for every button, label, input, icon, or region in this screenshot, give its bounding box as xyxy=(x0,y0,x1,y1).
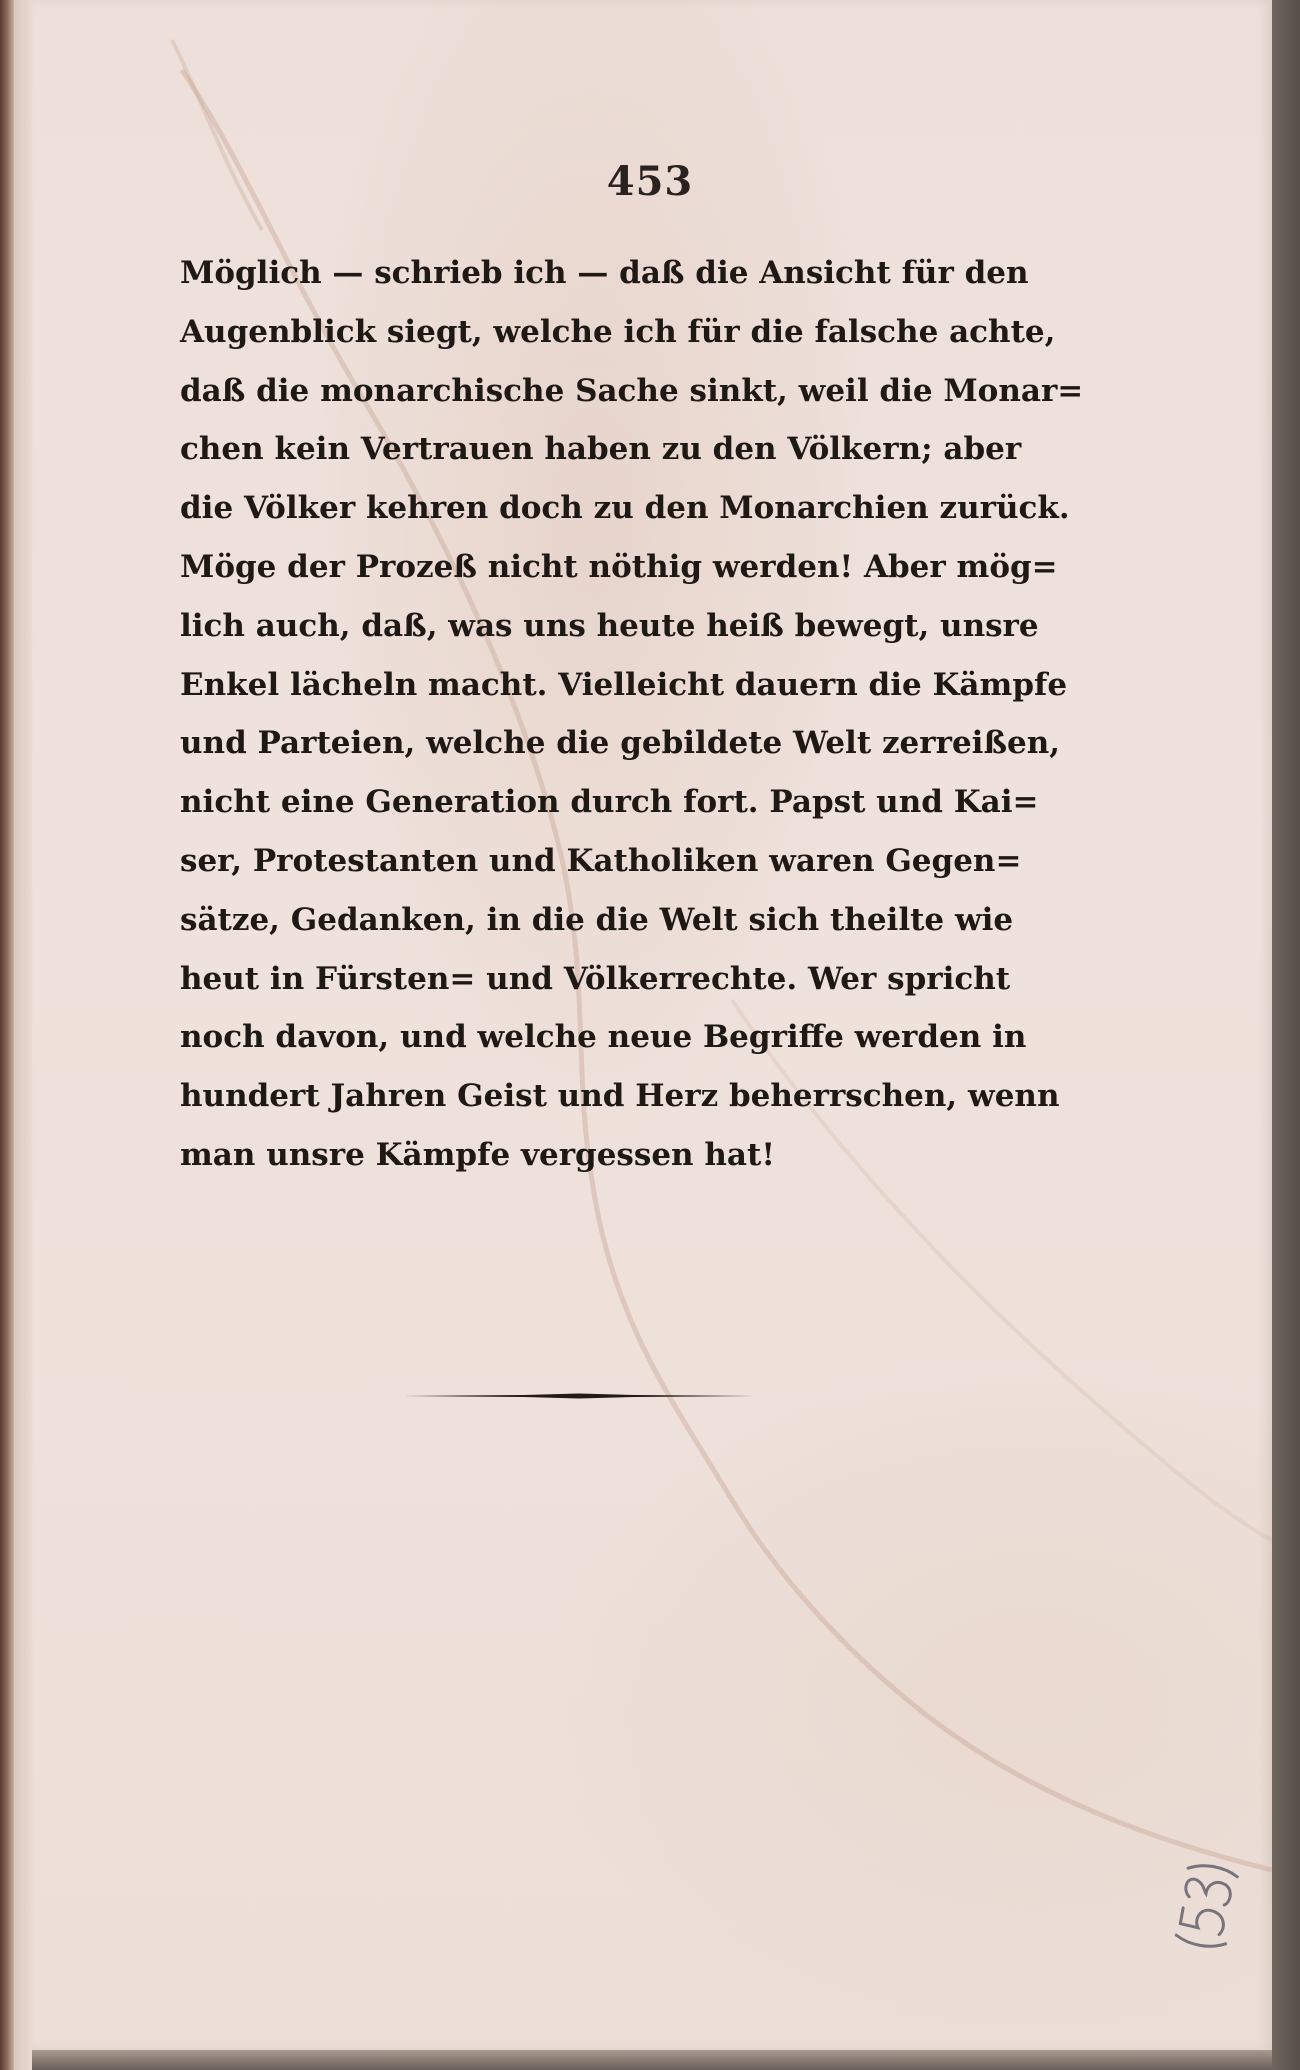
previous-page-edge xyxy=(14,0,33,2070)
text-line: und Parteien, welche die gebildete Welt zerreißen, xyxy=(180,725,1061,762)
text-line: man unsre Kämpfe vergessen hat! xyxy=(180,1136,775,1173)
book-page xyxy=(32,0,1272,2050)
bottom-page-edge xyxy=(32,2050,1272,2070)
text-line: noch davon, und welche neue Begriffe werden in xyxy=(180,1019,1027,1056)
end-ornament-rule xyxy=(404,1392,754,1400)
text-line: nicht eine Generation durch fort. Papst und Kai= xyxy=(180,784,1039,821)
text-line: hundert Jahren Geist und Herz beherrschen, wenn xyxy=(180,1078,1060,1115)
pencil-annotation xyxy=(1162,1850,1252,1960)
text-line: daß die monarchische Sache sinkt, weil die Monar= xyxy=(180,372,1084,409)
left-binding xyxy=(0,0,14,2070)
text-line: Enkel lächeln macht. Vielleicht dauern die Kämpfe xyxy=(180,666,1068,703)
text-line: Augenblick siegt, welche ich für die falsche achte, xyxy=(180,313,1056,350)
text-line: lich auch, daß, was uns heute heiß bewegt, unsre xyxy=(180,607,1039,644)
page-number: 453 xyxy=(606,158,694,205)
text-line: ser, Protestanten und Katholiken waren Gegen= xyxy=(180,842,1022,879)
text-line: heut in Fürsten= und Völkerrechte. Wer spricht xyxy=(180,960,1011,997)
text-line: chen kein Vertrauen haben zu den Völkern; aber xyxy=(180,431,1022,468)
text-line: die Völker kehren doch zu den Monarchien zurück. xyxy=(180,490,1070,527)
text-line: Möge der Prozeß nicht nöthig werden! Aber mög= xyxy=(180,548,1058,585)
body-text xyxy=(180,244,1084,1185)
text-line: sätze, Gedanken, in die die Welt sich theilte wie xyxy=(180,901,1014,938)
right-binding-edge xyxy=(1272,0,1300,2070)
text-line: Möglich — schrieb ich — daß die Ansicht für den xyxy=(180,255,1029,291)
